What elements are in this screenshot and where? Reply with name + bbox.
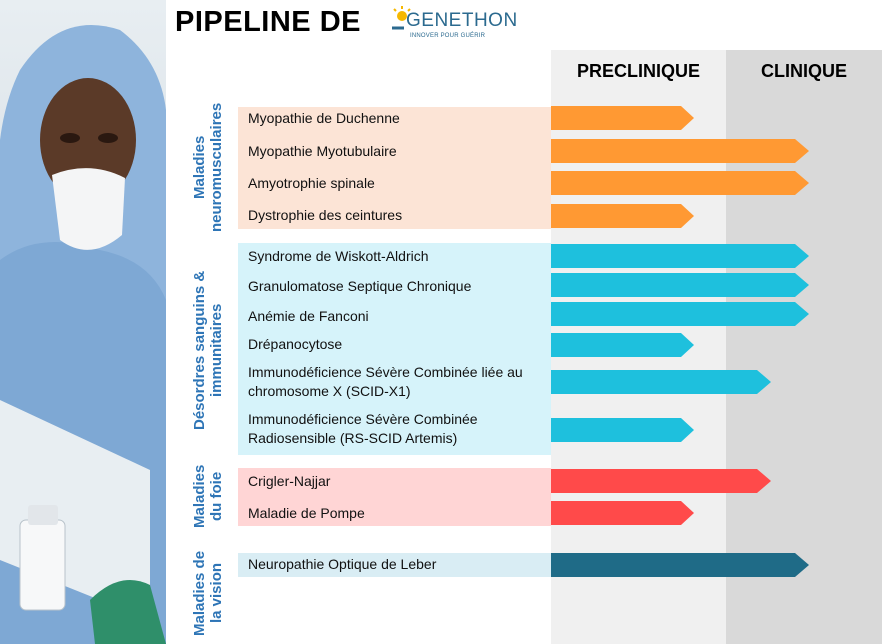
progress-arrow [551, 418, 701, 442]
progress-arrow [551, 244, 821, 268]
row-label: Crigler-Najjar [248, 473, 331, 489]
progress-arrow [551, 171, 821, 195]
progress-arrow [551, 469, 781, 493]
progress-arrow [551, 204, 701, 228]
row-label: Syndrome de Wiskott-Aldrich [248, 248, 429, 264]
progress-arrow [551, 553, 821, 577]
row-label: Myopathie de Duchenne [248, 110, 400, 126]
progress-arrow [551, 501, 701, 525]
row-label: Anémie de Fanconi [248, 308, 369, 324]
row-label: Immunodéficience Sévère Combinée liée au chromosome X (SCID-X1) [248, 364, 523, 399]
clinical-header: CLINIQUE [760, 61, 847, 81]
category-neuromuscular: Maladies neuromusculaires [191, 102, 225, 232]
row-label: Immunodéficience Sévère Combinée Radiosensible (RS-SCID Artemis) [248, 411, 478, 446]
row-label: Neuropathie Optique de Leber [248, 556, 437, 572]
preclinical-header: PRECLINIQUE [576, 61, 700, 81]
category-vision: Maladies de la vision [191, 550, 225, 636]
logo-tagline: INNOVER POUR GUÉRIR [410, 33, 486, 39]
row-label: Maladie de Pompe [248, 505, 365, 521]
logo-name: GENETHON [406, 10, 518, 31]
progress-arrow [551, 273, 821, 297]
progress-arrow [551, 333, 701, 357]
genethon-logo [388, 4, 528, 44]
row-label: Drépanocytose [248, 336, 343, 352]
category-liver: Maladies du foie [191, 464, 225, 528]
row-label: Myopathie Myotubulaire [248, 143, 397, 159]
row-label: Amyotrophie spinale [248, 175, 375, 191]
progress-arrow [551, 302, 821, 326]
page-title: PIPELINE DE [175, 6, 361, 38]
progress-arrow [551, 370, 781, 394]
progress-arrow [551, 106, 701, 130]
category-blood-immune: Désordres sanguins & immunitaires [191, 270, 225, 430]
lab-worker-photo [0, 0, 166, 644]
row-label: Granulomatose Septique Chronique [248, 278, 472, 294]
row-label: Dystrophie des ceintures [248, 207, 403, 223]
progress-arrow [551, 139, 821, 163]
